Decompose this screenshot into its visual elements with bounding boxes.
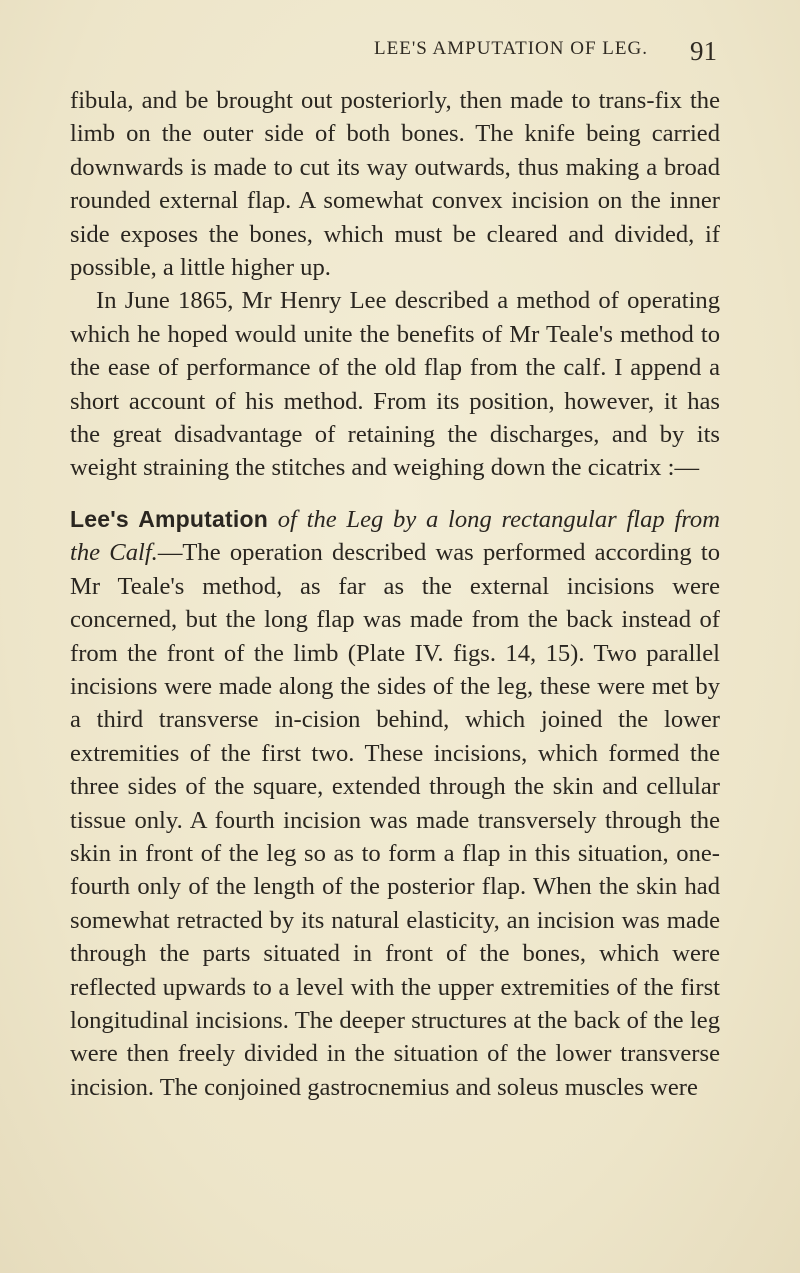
body-text	[70, 84, 720, 1104]
running-title: LEE'S AMPUTATION OF LEG.	[374, 38, 648, 59]
section-body: —The operation described was performed according to Mr Teale's method, as far as the external incisions were concerned, but the long flap was made from the back instead of from the front of the limb (Plate IV. figs. 14, 15). Two parallel incisions were made along the sides of the leg, these were met by a third transverse in-cision behind, which joined the lower extremities of the first two. These incisions, which formed the three sides of the square, extended through the skin and cellular tissue only. A fourth incision was made transversely through the skin in front of the leg so as to form a flap in this situation, one-fourth only of the length of the posterior flap. When the skin had somewhat retracted by its natural elasticity, an incision was made through the parts situated in front of the bones, which were reflected upwards to a level with the upper extremities of the first longitudinal incisions. The deeper structures at the back of the leg were then freely divided in the situation of the lower transverse incision. The conjoined gastrocnemius and soleus muscles were	[70, 539, 720, 1101]
page-number: 91	[690, 36, 717, 66]
section-heading-italic: of the Leg by a long rectangular flap from the Calf.	[70, 505, 720, 567]
section-heading: Lee's Amputation	[70, 505, 268, 532]
running-head	[0, 36, 800, 76]
paragraph-continuation: fibula, and be brought out posteriorly, then made to trans-fix the limb on the outer side of both bones. The knife being carried downwards is made to cut its way outwards, thus making a broad rounded external flap. A somewhat convex incision on the inner side exposes the bones, which must be cleared and divided, if possible, a little higher up.	[70, 87, 720, 282]
paragraph-lees-amputation	[70, 503, 720, 1104]
paragraph-henry-lee: In June 1865, Mr Henry Lee described a method of operating which he hoped would unite the benefits of Mr Teale's method to the ease of performance of the old flap from the calf. I append a short account of his method. From its position, however, it has the great disadvantage of retaining the discharges, and by its weight straining the stitches and weighing down the cicatrix :—	[70, 287, 720, 482]
